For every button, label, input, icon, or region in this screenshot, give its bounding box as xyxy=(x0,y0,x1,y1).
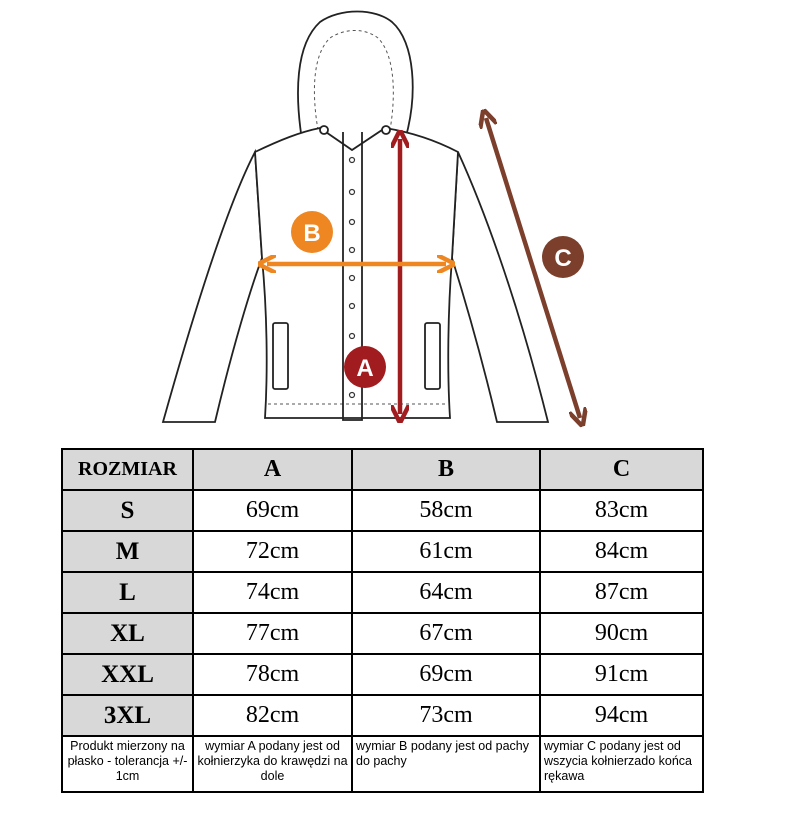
measure-c-cell: 84cm xyxy=(540,531,703,572)
measure-b-cell: 64cm xyxy=(352,572,540,613)
size-cell: XL xyxy=(62,613,193,654)
measure-c-cell: 90cm xyxy=(540,613,703,654)
size-table xyxy=(61,448,704,793)
note-measure-b: wymiar B podany jest od pachy do pachy xyxy=(352,736,540,792)
note-measure-c: wymiar C podany jest od wszycia kołnierzado końca rękawa xyxy=(540,736,703,792)
header-a: A xyxy=(193,449,352,490)
measure-b-cell: 58cm xyxy=(352,490,540,531)
table-header-row xyxy=(62,449,703,490)
badge-a-label: A xyxy=(356,355,374,382)
size-cell: L xyxy=(62,572,193,613)
measure-a-cell: 74cm xyxy=(193,572,352,613)
table-row xyxy=(62,654,703,695)
badge-c xyxy=(542,236,584,278)
size-cell: S xyxy=(62,490,193,531)
size-cell: XXL xyxy=(62,654,193,695)
measure-c-cell: 91cm xyxy=(540,654,703,695)
note-measure-a: wymiar A podany jest od kołnierzyka do krawędzi na dole xyxy=(193,736,352,792)
badge-c-label: C xyxy=(554,245,572,272)
header-size: ROZMIAR xyxy=(62,449,193,490)
measure-b-cell: 67cm xyxy=(352,613,540,654)
measure-c-cell: 83cm xyxy=(540,490,703,531)
measure-c-cell: 87cm xyxy=(540,572,703,613)
badge-b xyxy=(291,211,333,253)
measure-b-cell: 61cm xyxy=(352,531,540,572)
table-notes-row xyxy=(62,736,703,792)
measure-c-cell: 94cm xyxy=(540,695,703,736)
measure-a-cell: 72cm xyxy=(193,531,352,572)
table-row xyxy=(62,695,703,736)
table-row xyxy=(62,613,703,654)
measure-b-cell: 69cm xyxy=(352,654,540,695)
measure-a-cell: 69cm xyxy=(193,490,352,531)
table-row xyxy=(62,572,703,613)
header-b: B xyxy=(352,449,540,490)
badge-b-label: B xyxy=(303,220,321,247)
measure-b-cell: 73cm xyxy=(352,695,540,736)
header-c: C xyxy=(540,449,703,490)
note-tolerance: Produkt mierzony na płasko - tolerancja +/- 1cm xyxy=(62,736,193,792)
table-row xyxy=(62,531,703,572)
size-cell: 3XL xyxy=(62,695,193,736)
measure-a-cell: 77cm xyxy=(193,613,352,654)
measure-a-cell: 82cm xyxy=(193,695,352,736)
table-row xyxy=(62,490,703,531)
measure-a-cell: 78cm xyxy=(193,654,352,695)
size-cell: M xyxy=(62,531,193,572)
badge-a xyxy=(344,346,386,388)
